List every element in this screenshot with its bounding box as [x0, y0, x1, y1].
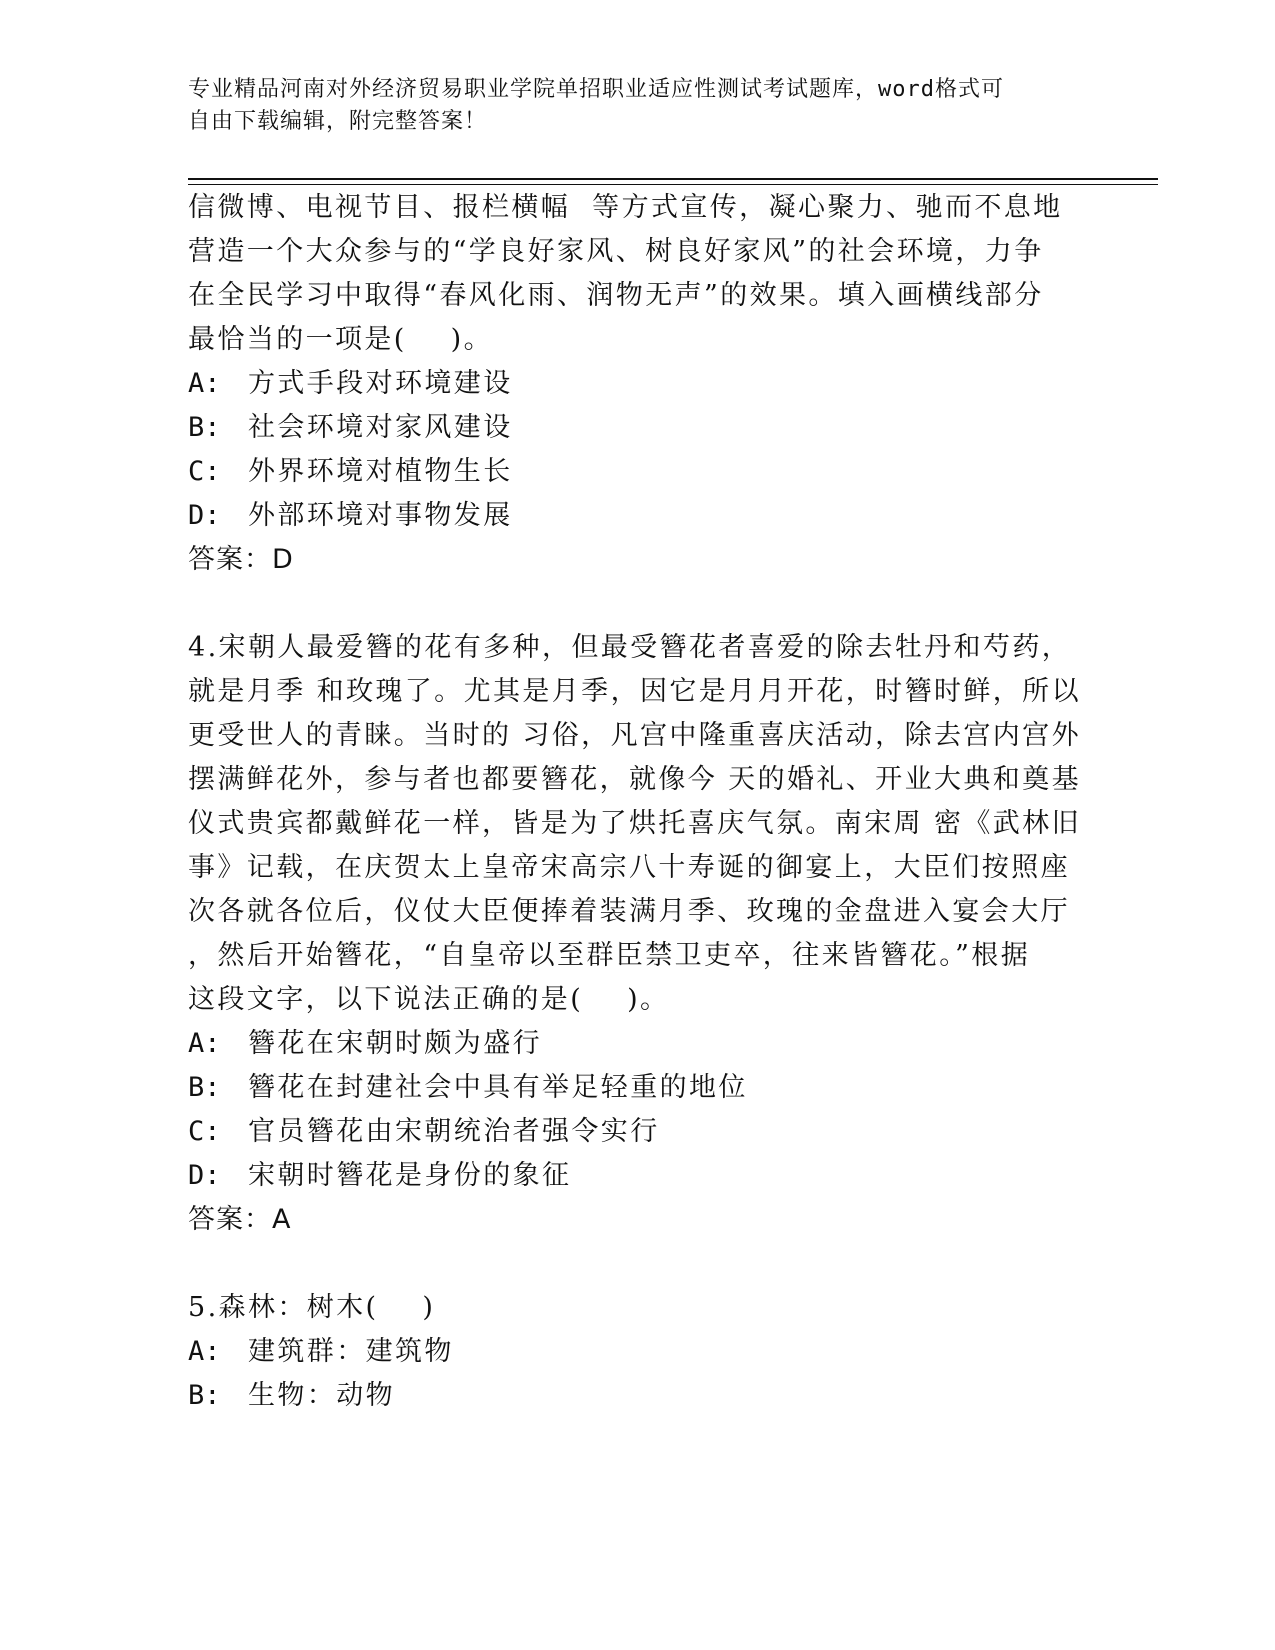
q4-stem-line-7: 次各就各位后，仪仗大臣便捧着装满月季、玫瑰的金盘进入宴会大厅: [188, 896, 1070, 927]
q3-stem-line-2: 营造一个大众参与的“学良好家风、树良好家风”的社会环境，力争: [188, 236, 1044, 267]
option-letter: B:: [188, 412, 221, 443]
q4-stem-line-4: 摆满鲜花外，参与者也都要簪花，就像今 天的婚礼、开业大典和奠基: [188, 764, 1081, 795]
q3-stem-line-4: 最恰当的一项是( )。: [188, 324, 493, 355]
q4-answer: 答案：A: [188, 1204, 292, 1235]
header-line-2: 自由下载编辑，附完整答案！: [188, 109, 488, 134]
q5-option-a: [188, 1334, 454, 1370]
q4-stem-line-1: 4.宋朝人最爱簪的花有多种，但最受簪花者喜爱的除去牡丹和芍药，: [188, 632, 1072, 663]
q3-option-c: [188, 454, 513, 490]
header-rule-thin: [188, 184, 1158, 185]
option-text: 簪花在封建社会中具有举足轻重的地位: [248, 1072, 748, 1103]
page-header: [188, 74, 1068, 138]
q3-option-a: [188, 366, 513, 402]
option-text: 方式手段对环境建设: [248, 368, 513, 399]
q4-stem-line-2: 就是月季 和玫瑰了。尤其是月季，因它是月月开花，时簪时鲜，所以: [188, 676, 1081, 707]
q4-option-a: [188, 1026, 542, 1062]
option-text: 社会环境对家风建设: [248, 412, 513, 443]
q4-stem-line-5: 仪式贵宾都戴鲜花一样，皆是为了烘托喜庆气氛。南宋周 密《武林旧: [188, 808, 1081, 839]
q4-stem-line-6: 事》记载，在庆贺太上皇帝宋高宗八十寿诞的御宴上，大臣们按照座: [188, 852, 1070, 883]
q5-stem: 5.森林：树木( ): [188, 1292, 436, 1323]
q3-answer: 答案：D: [188, 544, 294, 575]
option-letter: A:: [188, 1028, 221, 1059]
option-text: 宋朝时簪花是身份的象征: [248, 1160, 572, 1191]
option-letter: C:: [188, 1116, 221, 1147]
q4-option-c: [188, 1114, 660, 1150]
q4-stem-line-3: 更受世人的青睐。当时的 习俗，凡宫中隆重喜庆活动，除去宫内宫外: [188, 720, 1081, 751]
header-line-1: 专业精品河南对外经济贸易职业学院单招职业适应性测试考试题库，word格式可: [188, 77, 1004, 102]
q3-stem-line-3: 在全民学习中取得“春风化雨、润物无声”的效果。填入画横线部分: [188, 280, 1044, 311]
option-letter: D:: [188, 1160, 221, 1191]
option-letter: C:: [188, 456, 221, 487]
option-text: 外部环境对事物发展: [248, 500, 513, 531]
option-text: 生物：动物: [248, 1380, 395, 1411]
option-text: 簪花在宋朝时颇为盛行: [248, 1028, 542, 1059]
option-letter: D:: [188, 500, 221, 531]
option-letter: A:: [188, 1336, 221, 1367]
q4-stem-line-8: ，然后开始簪花，“自皇帝以至群臣禁卫吏卒，往来皆簪花。”根据: [188, 940, 1031, 971]
option-letter: B:: [188, 1380, 221, 1411]
q3-option-b: [188, 410, 513, 446]
option-text: 建筑群：建筑物: [248, 1336, 454, 1367]
header-rule-thick: [188, 178, 1158, 180]
q5-option-b: [188, 1378, 395, 1414]
option-letter: A:: [188, 368, 221, 399]
option-text: 官员簪花由宋朝统治者强令实行: [248, 1116, 660, 1147]
option-letter: B:: [188, 1072, 221, 1103]
q4-stem-line-9: 这段文字，以下说法正确的是( )。: [188, 984, 670, 1015]
q4-option-b: [188, 1070, 748, 1106]
q3-stem-line-1: 信微博、电视节目、报栏横幅 等方式宣传，凝心聚力、驰而不息地: [188, 192, 1063, 223]
q3-option-d: [188, 498, 513, 534]
q4-option-d: [188, 1158, 571, 1194]
option-text: 外界环境对植物生长: [248, 456, 513, 487]
